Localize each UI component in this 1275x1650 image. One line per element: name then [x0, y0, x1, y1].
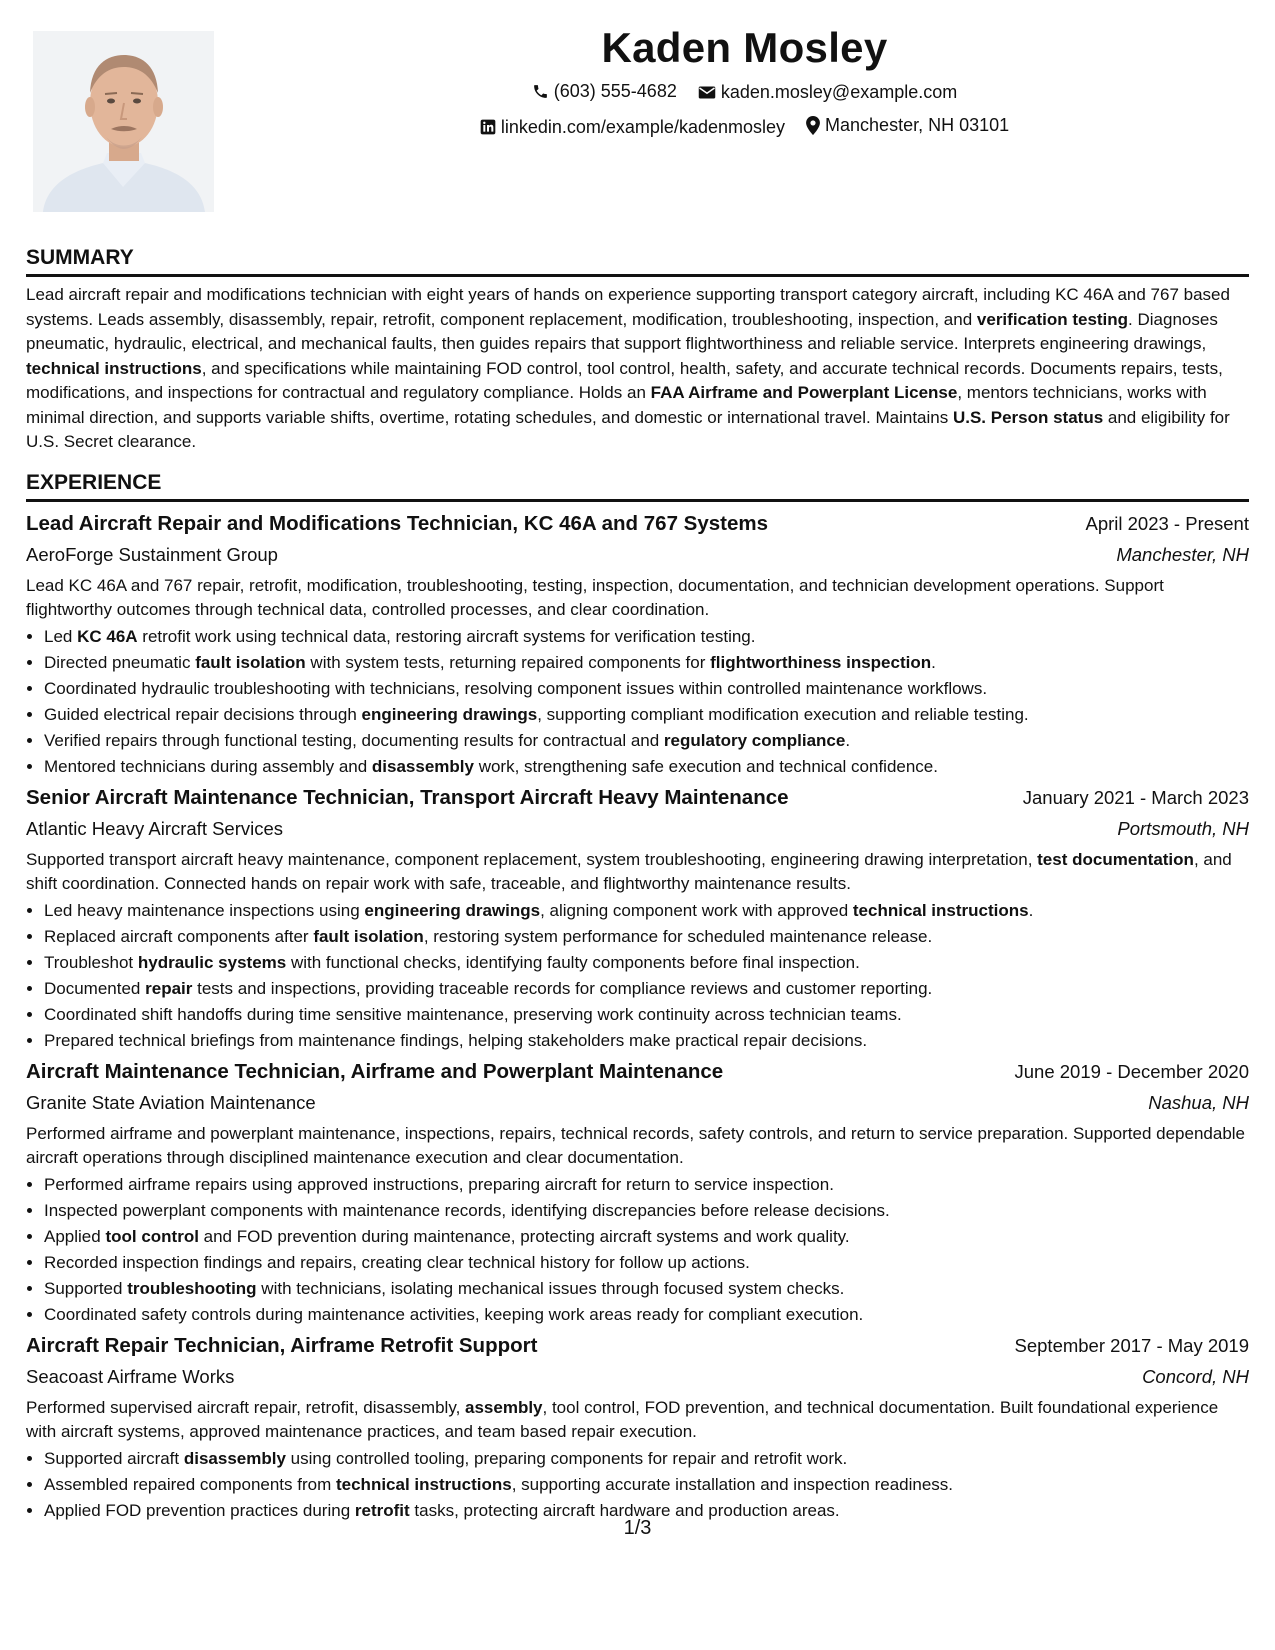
bold-keyword: KC 46A [77, 626, 138, 646]
experience-list [26, 508, 1249, 1524]
contact-location [806, 110, 1009, 141]
text-segment: Coordinated hydraulic troubleshooting with technicians, resolving component issues within controlled maintenance workflows. [44, 678, 988, 698]
job-description [26, 1122, 1249, 1171]
text-segment: tests and inspections, providing traceable records for compliance reviews and customer reporting. [192, 978, 933, 998]
bullet-item [44, 1302, 1249, 1328]
text-segment: Mentored technicians during assembly and [44, 756, 372, 776]
profile-photo [33, 31, 214, 212]
text-segment: tasks, protecting aircraft hardware and production areas. [409, 1500, 840, 1520]
bold-keyword: engineering drawings [361, 704, 538, 724]
text-segment: , tool control, FOD prevention, and technical documentation. Built foundational experience with aircraft systems, approved maintenance practices, and team based repair execution. [26, 1397, 1219, 1441]
bullet-item [44, 1198, 1249, 1224]
text-segment: with functional checks, identifying faulty components before final inspection. [286, 952, 860, 972]
contact-email[interactable] [698, 77, 957, 108]
bold-keyword: fault isolation [313, 926, 424, 946]
bold-keyword: verification testing [976, 309, 1129, 329]
bold-keyword: fault isolation [195, 652, 306, 672]
text-segment: with system tests, returning repaired components for [305, 652, 711, 672]
text-segment: work, strengthening safe execution and technical confidence. [473, 756, 938, 776]
resume-body [26, 244, 1249, 1524]
bold-keyword: technical instructions [852, 900, 1029, 920]
text-segment: Supported [44, 1278, 128, 1298]
job-bullets [26, 624, 1249, 780]
bold-keyword: hydraulic systems [137, 952, 287, 972]
phone-text: (603) 555-4682 [553, 81, 677, 101]
bullet-item [44, 1002, 1249, 1028]
job-title: Lead Aircraft Repair and Modifications Technician, KC 46A and 767 Systems [26, 511, 769, 535]
job-dates: January 2021 - March 2023 [1022, 786, 1249, 808]
envelope-icon [698, 85, 716, 100]
bullet-item [44, 898, 1249, 924]
linkedin-text: linkedin.com/example/kadenmosley [500, 116, 786, 137]
bullet-item [44, 650, 1249, 676]
text-segment: Applied [44, 1226, 106, 1246]
job-location: Portsmouth, NH [1117, 817, 1249, 839]
job-header [26, 1330, 1249, 1362]
bold-keyword: disassembly [371, 756, 474, 776]
bullet-item [44, 754, 1249, 780]
bullet-item [44, 1250, 1249, 1276]
job-bullets [26, 898, 1249, 1054]
bullet-item [44, 924, 1249, 950]
bullet-item [44, 950, 1249, 976]
text-segment: Performed airframe repairs using approved instructions, preparing aircraft for return to service inspection. [44, 1174, 834, 1194]
email-text: kaden.mosley@example.com [720, 82, 958, 102]
job-entry [26, 1330, 1249, 1524]
bold-keyword: FAA Airframe and Powerplant License [650, 383, 958, 402]
bullet-item [44, 1276, 1249, 1302]
job-company: Atlantic Heavy Aircraft Services [26, 817, 284, 839]
bullet-item [44, 1172, 1249, 1198]
text-segment: Recorded inspection findings and repairs, creating clear technical history for follow up actions. [44, 1252, 750, 1272]
page-number: 1/3 [623, 1517, 652, 1539]
text-segment: . [1028, 900, 1034, 920]
text-segment: and FOD prevention during maintenance, protecting aircraft systems and work quality. [198, 1226, 850, 1246]
text-segment: Lead aircraft repair and modifications technician with eight years of hands on experience supporting transport category aircraft, including KC 46A and 767 based systems. Leads assembly, disassembly, repair, retrofit, component replacement, modification, troubleshooting, inspection, and [26, 285, 1230, 329]
job-location: Nashua, NH [1148, 1091, 1249, 1113]
map-pin-icon [806, 116, 820, 135]
job-entry [26, 782, 1249, 1054]
summary-text [26, 283, 1249, 455]
bullet-item [44, 624, 1249, 650]
text-segment: , supporting compliant modification execution and reliable testing. [537, 704, 1029, 724]
bullet-item [44, 702, 1249, 728]
bullet-item [44, 1446, 1249, 1472]
job-description [26, 574, 1249, 623]
text-segment: Coordinated shift handoffs during time sensitive maintenance, preserving work continuity across technician teams. [44, 1004, 902, 1024]
bold-keyword: technical instructions [26, 358, 202, 378]
contact-line-1 [214, 76, 1275, 110]
text-segment: , aligning component work with approved [540, 900, 853, 920]
bold-keyword: engineering drawings [364, 900, 541, 920]
job-location: Manchester, NH [1116, 543, 1249, 565]
text-segment: Troubleshot [44, 952, 138, 972]
text-segment: Lead KC 46A and 767 repair, retrofit, modification, troubleshooting, testing, inspection, documentation, and technician development operations. Support flightworthy outcomes through technical data, controlled processes, and clear coordination. [26, 575, 1164, 619]
job-entry [26, 1056, 1249, 1328]
text-segment: , restoring system performance for scheduled maintenance release. [423, 926, 933, 946]
text-segment: Performed airframe and powerplant maintenance, inspections, repairs, technical records, safety controls, and return to service preparation. Supported dependable aircraft operations through disciplined maintenance execution and clear documentation. [26, 1123, 1246, 1167]
bullet-item [44, 1472, 1249, 1498]
text-segment: Assembled repaired components from [44, 1474, 336, 1494]
bold-keyword: regulatory compliance [663, 730, 846, 750]
bold-keyword: tool control [105, 1226, 199, 1246]
bold-keyword: test documentation [1037, 849, 1194, 869]
text-segment: Guided electrical repair decisions through [44, 704, 362, 724]
bullet-item [44, 676, 1249, 702]
experience-heading: EXPERIENCE [26, 469, 1249, 502]
job-subheader [26, 814, 1249, 844]
contact-linkedin[interactable] [480, 112, 785, 143]
job-location: Concord, NH [1142, 1365, 1249, 1387]
text-segment: Coordinated safety controls during maintenance activities, keeping work areas ready for compliant execution. [44, 1304, 864, 1324]
job-company: AeroForge Sustainment Group [26, 543, 278, 565]
bold-keyword: disassembly [183, 1448, 286, 1468]
job-subheader [26, 1088, 1249, 1118]
bold-keyword: retrofit [354, 1500, 410, 1520]
text-segment: . [845, 730, 851, 750]
location-text: Manchester, NH 03101 [825, 115, 1010, 135]
text-segment: and eligibility for U.S. Secret clearance. [26, 407, 1230, 451]
text-segment: , and shift coordination. Connected hands on repair work with safe, traceable, and flightworthy maintenance results. [26, 849, 1232, 893]
contact-phone[interactable] [532, 76, 677, 107]
job-dates: June 2019 - December 2020 [1014, 1060, 1249, 1082]
text-segment: Replaced aircraft components after [44, 926, 314, 946]
text-segment: Supported transport aircraft heavy maintenance, component replacement, system troubleshooting, engineering drawing interpretation, [26, 849, 1038, 869]
text-segment: Applied FOD prevention practices during [44, 1500, 355, 1520]
job-header [26, 1056, 1249, 1088]
job-subheader [26, 540, 1249, 570]
candidate-name: Kaden Mosley [601, 24, 888, 71]
job-company: Granite State Aviation Maintenance [26, 1091, 316, 1113]
job-title: Senior Aircraft Maintenance Technician, Transport Aircraft Heavy Maintenance [26, 785, 789, 809]
job-subheader [26, 1362, 1249, 1392]
text-segment: retrofit work using technical data, restoring aircraft systems for verification testing. [137, 626, 756, 646]
contact-line-2 [214, 110, 1275, 145]
bullet-item [44, 728, 1249, 754]
text-segment: . [931, 652, 936, 672]
text-segment: Led heavy maintenance inspections using [44, 900, 365, 920]
job-title: Aircraft Maintenance Technician, Airframe and Powerplant Maintenance [26, 1059, 724, 1083]
bullet-item [44, 976, 1249, 1002]
bold-keyword: U.S. Person status [952, 407, 1104, 427]
job-entry [26, 508, 1249, 780]
text-segment: , and specifications while maintaining FOD control, tool control, health, safety, and accurate technical records. Documents repairs, tests, modifications, and inspections for contractual and regulatory compliance. Holds an [26, 358, 1223, 402]
text-segment: using controlled tooling, preparing components for repair and retrofit work. [285, 1448, 848, 1468]
bold-keyword: assembly [465, 1397, 543, 1417]
text-segment: Inspected powerplant components with maintenance records, identifying discrepancies before release decisions. [44, 1200, 890, 1220]
text-segment: Directed pneumatic [44, 652, 196, 672]
text-segment: Prepared technical briefings from maintenance findings, helping stakeholders make practical repair decisions. [44, 1030, 868, 1050]
bullet-item [44, 1224, 1249, 1250]
text-segment: Supported aircraft [44, 1448, 184, 1468]
job-dates: September 2017 - May 2019 [1014, 1334, 1249, 1356]
job-title: Aircraft Repair Technician, Airframe Retrofit Support [26, 1333, 538, 1357]
job-dates: April 2023 - Present [1085, 512, 1249, 534]
job-description [26, 1396, 1249, 1445]
bold-keyword: troubleshooting [127, 1278, 257, 1298]
job-description [26, 848, 1249, 897]
text-segment: Performed supervised aircraft repair, retrofit, disassembly, [26, 1397, 466, 1417]
job-company: Seacoast Airframe Works [26, 1365, 235, 1387]
bold-keyword: repair [145, 978, 193, 998]
job-header [26, 782, 1249, 814]
bold-keyword: flightworthiness inspection [710, 652, 932, 672]
text-segment: , mentors technicians, works with minimal direction, and supports variable shifts, overtime, rotating schedules, and domestic or international travel. Maintains [26, 383, 1207, 427]
text-segment: Documented [44, 978, 146, 998]
linkedin-icon [480, 119, 496, 135]
text-segment: Led [44, 626, 78, 646]
summary-heading: SUMMARY [26, 244, 1249, 277]
bold-keyword: technical instructions [335, 1474, 512, 1494]
job-header [26, 508, 1249, 540]
text-segment: . Diagnoses pneumatic, hydraulic, electrical, and mechanical faults, then guides repairs that support flightworthiness and reliable service. Interprets engineering drawings, [26, 309, 1218, 353]
resume-header [214, 20, 1275, 145]
phone-icon [532, 83, 549, 100]
bullet-item [44, 1028, 1249, 1054]
text-segment: Verified repairs through functional testing, documenting results for contractual and [44, 730, 664, 750]
text-segment: with technicians, isolating mechanical issues through focused system checks. [256, 1278, 845, 1298]
job-bullets [26, 1172, 1249, 1328]
text-segment: , supporting accurate installation and inspection readiness. [511, 1474, 954, 1494]
job-bullets [26, 1446, 1249, 1524]
